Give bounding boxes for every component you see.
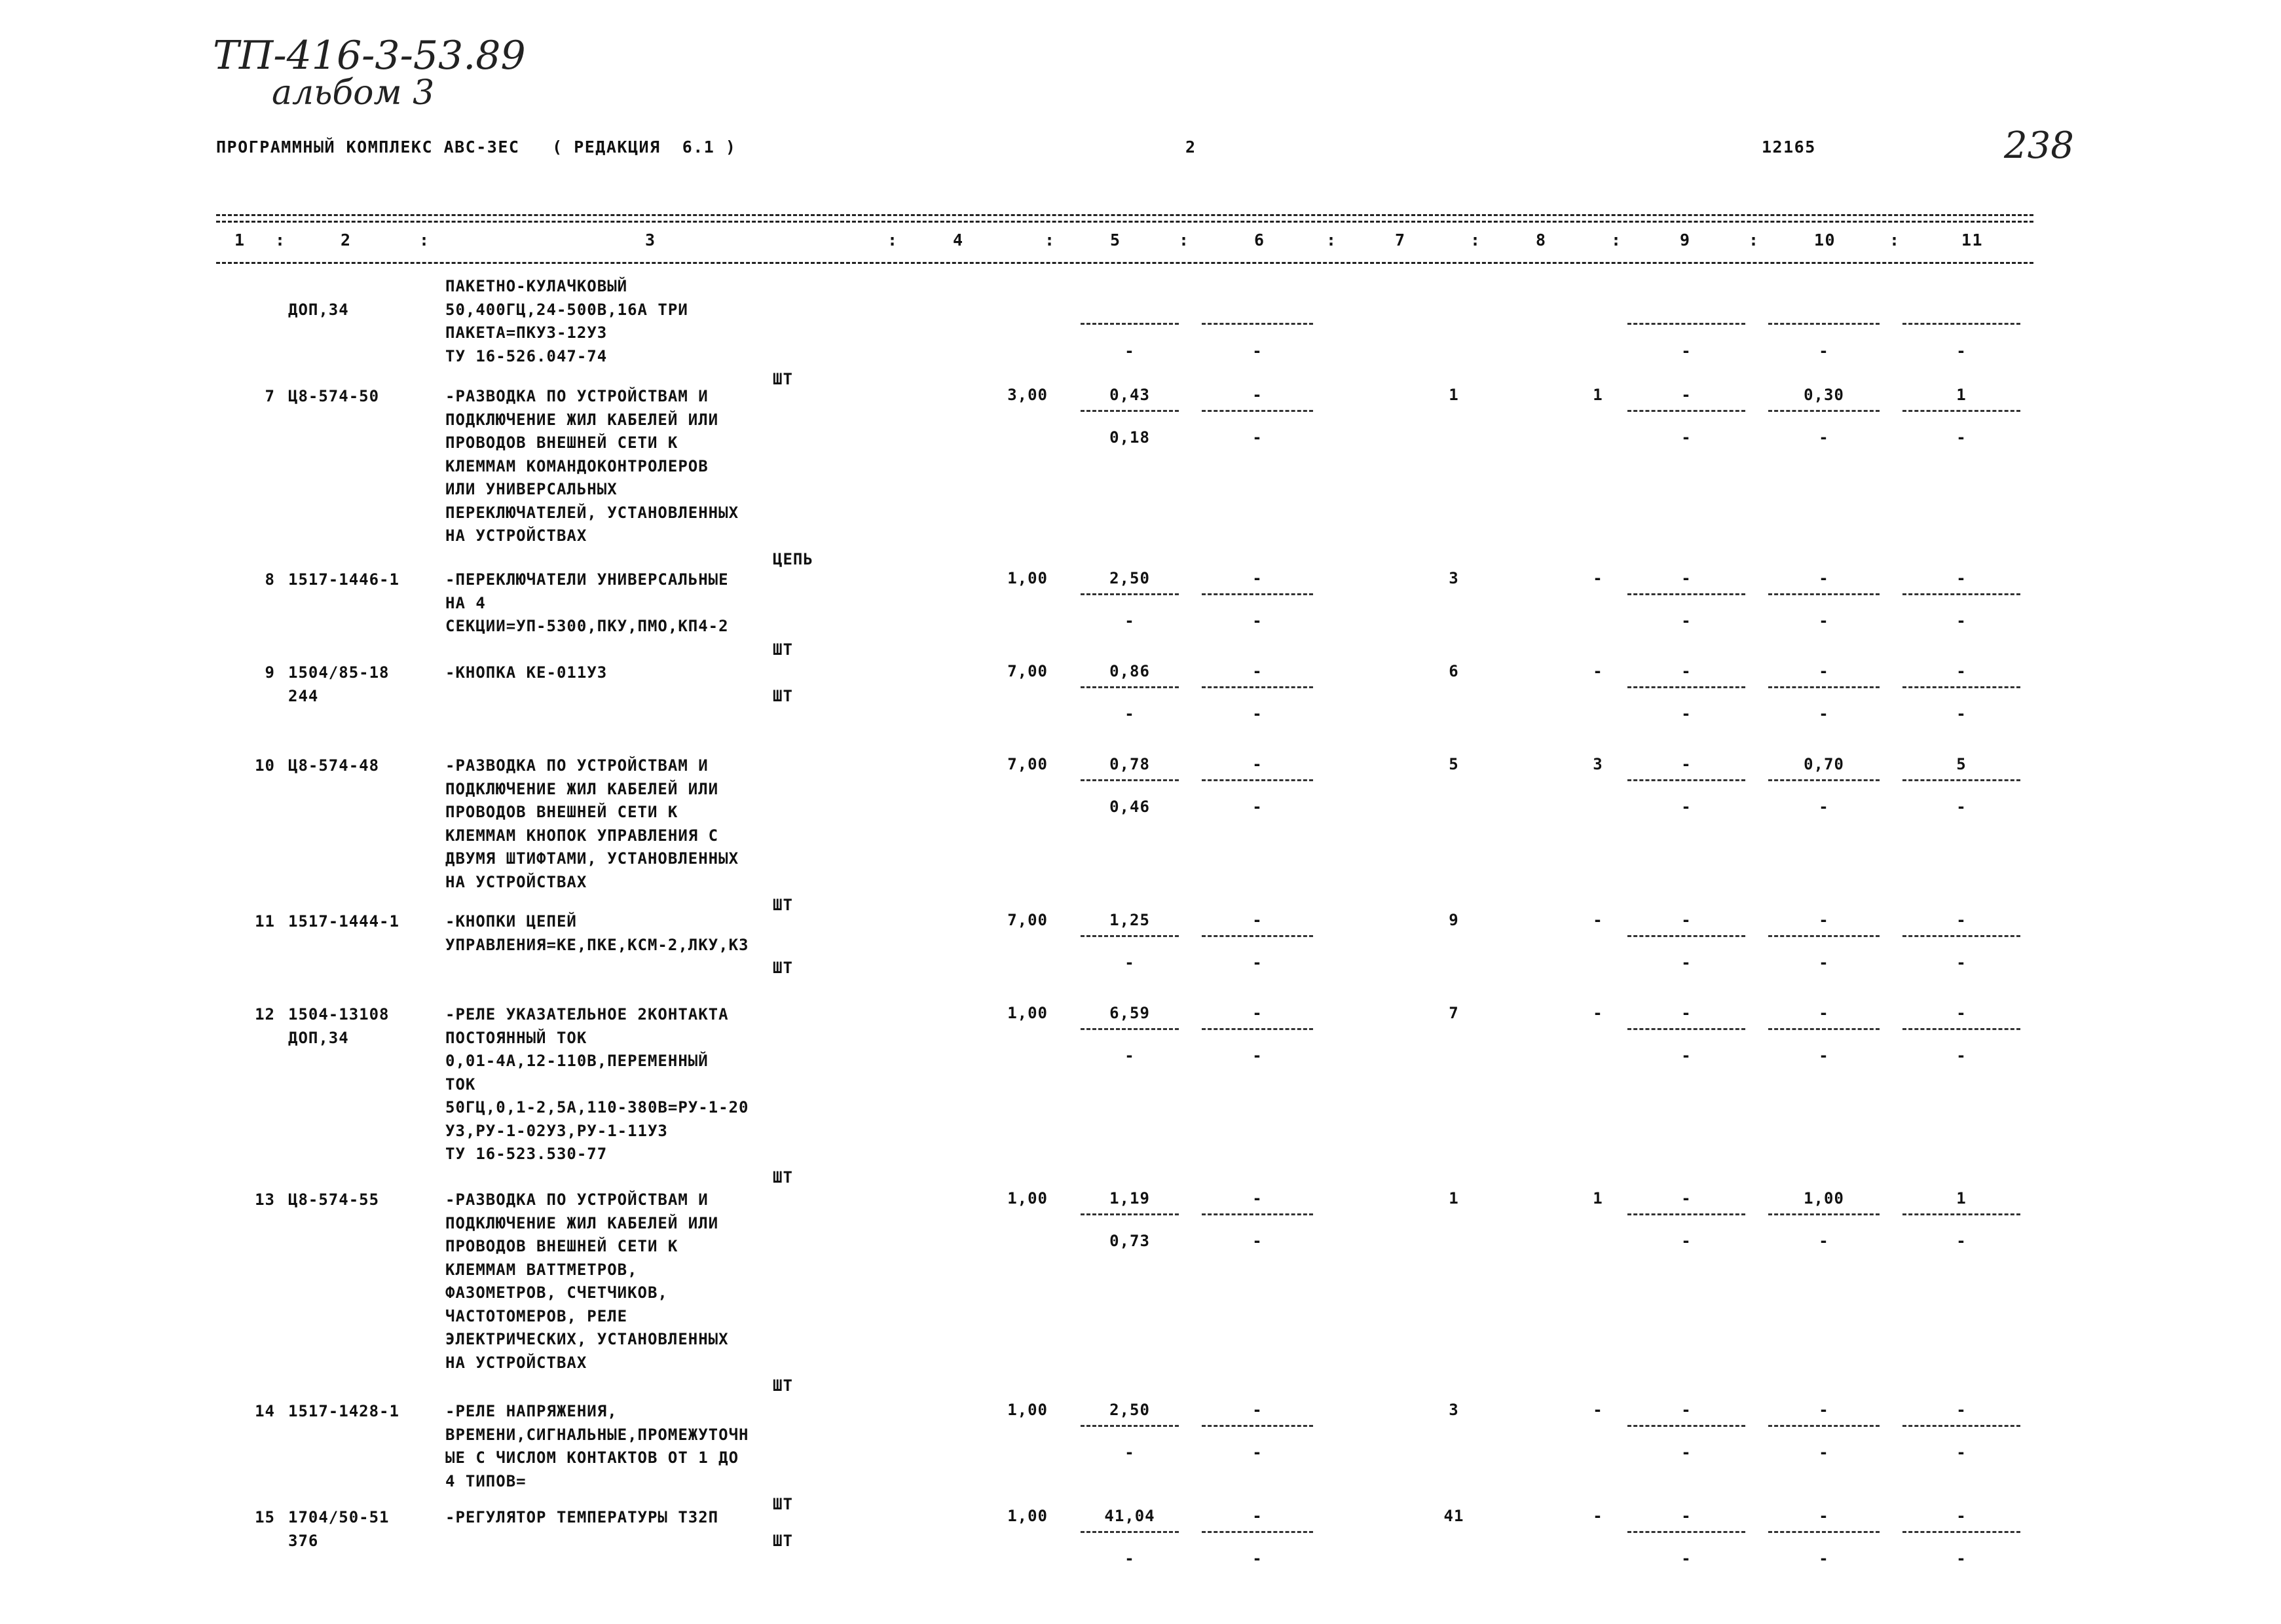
column-number: 5 bbox=[1110, 231, 1121, 249]
cell-c6-rule bbox=[1202, 686, 1313, 688]
column-separator: : bbox=[1889, 231, 1901, 249]
cell-c10-rule bbox=[1768, 686, 1880, 688]
cell-c10-rule bbox=[1768, 1425, 1880, 1427]
cell-c5-top: 41,04 bbox=[1104, 1507, 1155, 1525]
item-description: -РЕЛЕ НАПРЯЖЕНИЯ, ВРЕМЕНИ,СИГНАЛЬНЫЕ,ПРОМЕЖУТОЧН ЫЕ С ЧИСЛОМ КОНТАКТОВ ОТ 1 ДО 4 ТИПОВ= bbox=[445, 1402, 749, 1490]
cell-c6-bottom: - bbox=[1252, 1046, 1263, 1065]
cell-c8: - bbox=[1593, 1004, 1603, 1022]
cell-c5-rule bbox=[1081, 779, 1179, 781]
cell-c5-rule bbox=[1081, 1213, 1179, 1215]
unit-of-measure: ШТ bbox=[773, 959, 793, 977]
cell-c5-rule bbox=[1081, 686, 1179, 688]
unit-of-measure: ШТ bbox=[773, 896, 793, 914]
unit-of-measure: ШТ bbox=[773, 640, 793, 659]
cell-c10-bottom: - bbox=[1819, 1232, 1829, 1250]
cell-c6-top: - bbox=[1252, 1004, 1263, 1022]
unit-of-measure: ШТ bbox=[773, 370, 793, 388]
column-separator: : bbox=[275, 231, 286, 249]
row-number: 7 bbox=[265, 387, 275, 405]
column-separator: : bbox=[419, 231, 430, 249]
item-code: 1517-1428-1 bbox=[288, 1402, 399, 1420]
cell-c10-top: - bbox=[1819, 1004, 1829, 1022]
cell-c10-bottom: - bbox=[1819, 428, 1829, 447]
cell-c9-rule bbox=[1627, 1028, 1745, 1030]
cell-c7: 7 bbox=[1449, 1004, 1459, 1022]
cell-c5-top: 0,86 bbox=[1109, 662, 1150, 680]
cell-c5-top: 0,43 bbox=[1109, 386, 1150, 404]
cell-c10-top: 0,70 bbox=[1804, 755, 1844, 773]
cell-c10-top: - bbox=[1819, 1507, 1829, 1525]
column-number: 3 bbox=[645, 231, 656, 249]
cell-c6-rule bbox=[1202, 410, 1313, 412]
cell-c9-top: - bbox=[1681, 755, 1692, 773]
item-description: -РЕГУЛЯТОР ТЕМПЕРАТУРЫ ТЗ2П bbox=[445, 1508, 719, 1526]
sheet-number-handwritten: 238 bbox=[2004, 124, 2074, 167]
unit-of-measure: ШТ bbox=[773, 1495, 793, 1513]
cell-c9-top: - bbox=[1681, 911, 1692, 929]
program-title: ПРОГРАММНЫЙ КОМПЛЕКС АВС-3ЕС ( РЕДАКЦИЯ 6.1 ) bbox=[216, 138, 737, 157]
unit-of-measure: ШТ bbox=[773, 1531, 793, 1550]
album-handwritten: альбом 3 bbox=[272, 73, 435, 113]
cell-c9-rule bbox=[1627, 410, 1745, 412]
column-separator: : bbox=[1045, 231, 1056, 249]
row-number: 10 bbox=[255, 756, 275, 775]
column-number: 7 bbox=[1395, 231, 1406, 249]
cell-c11-rule bbox=[1902, 686, 2020, 688]
cell-c10-rule bbox=[1768, 1213, 1880, 1215]
cell-c6-top: - bbox=[1252, 1401, 1263, 1419]
item-code: 1504-13108 ДОП,34 bbox=[288, 1005, 390, 1047]
unit-of-measure: ШТ bbox=[773, 686, 793, 705]
item-code: ДОП,34 bbox=[288, 300, 349, 319]
cell-c10-bottom: - bbox=[1819, 705, 1829, 723]
item-code: Ц8-574-50 bbox=[288, 387, 380, 405]
cell-c9-bottom: - bbox=[1681, 1549, 1692, 1568]
cell-c10-bottom: - bbox=[1819, 953, 1829, 972]
cell-c7: 3 bbox=[1449, 569, 1459, 587]
cell-c6-rule bbox=[1202, 1531, 1313, 1533]
cell-c11-top: - bbox=[1956, 1401, 1967, 1419]
row-number: 11 bbox=[255, 912, 275, 931]
cell-c9-bottom: - bbox=[1681, 1443, 1692, 1462]
cell-c9-rule bbox=[1627, 1213, 1745, 1215]
cell-c10-bottom: - bbox=[1819, 612, 1829, 630]
cell-c11-bottom: - bbox=[1956, 341, 1967, 360]
cell-c5-top: 1,19 bbox=[1109, 1189, 1150, 1208]
cell-c9-top: - bbox=[1681, 569, 1692, 587]
cell-c10-top: 0,30 bbox=[1804, 386, 1844, 404]
column-separator: : bbox=[887, 231, 899, 249]
cell-c5-top: 6,59 bbox=[1109, 1004, 1150, 1022]
cell-c9-bottom: - bbox=[1681, 428, 1692, 447]
unit-of-measure: ШТ bbox=[773, 1376, 793, 1395]
cell-c9-top: - bbox=[1681, 1401, 1692, 1419]
cell-c6-top: - bbox=[1252, 386, 1263, 404]
cell-c5-rule bbox=[1081, 1425, 1179, 1427]
cell-c9-rule bbox=[1627, 323, 1745, 325]
cell-c6-bottom: - bbox=[1252, 705, 1263, 723]
cell-c8: 3 bbox=[1593, 755, 1603, 773]
cell-c6-top: - bbox=[1252, 1507, 1263, 1525]
column-separator: : bbox=[1749, 231, 1760, 249]
cell-c7: 1 bbox=[1449, 1189, 1459, 1208]
column-number: 2 bbox=[341, 231, 352, 249]
unit-of-measure: ЦЕПЬ bbox=[773, 549, 813, 568]
quantity: 7,00 bbox=[1007, 662, 1048, 680]
cell-c6-bottom: - bbox=[1252, 953, 1263, 972]
cell-c6-bottom: - bbox=[1252, 428, 1263, 447]
row-number: 14 bbox=[255, 1402, 275, 1420]
cell-c10-top: - bbox=[1819, 911, 1829, 929]
cell-c5-bottom: - bbox=[1124, 612, 1135, 630]
cell-c10-bottom: - bbox=[1819, 1549, 1829, 1568]
item-description: -РАЗВОДКА ПО УСТРОЙСТВАМ И ПОДКЛЮЧЕНИЕ ЖИЛ КАБЕЛЕЙ ИЛИ ПРОВОДОВ ВНЕШНЕЙ СЕТИ К КЛЕММАМ КОМАНДОКОНТРОЛЕРОВ ИЛИ УНИВЕРСАЛЬНЫХ ПЕРЕКЛЮЧАТЕЛЕЙ, УСТАНОВЛЕННЫХ НА УСТРОЙСТВАХ bbox=[445, 387, 739, 545]
cell-c5-rule bbox=[1081, 593, 1179, 595]
cell-c8: - bbox=[1593, 662, 1603, 680]
cell-c10-top: 1,00 bbox=[1804, 1189, 1844, 1208]
cell-c5-top: 1,25 bbox=[1109, 911, 1150, 929]
item-code: 1517-1446-1 bbox=[288, 570, 399, 589]
table-top-rule bbox=[216, 214, 2033, 216]
cell-c6-bottom: - bbox=[1252, 1549, 1263, 1568]
cell-c5-rule bbox=[1081, 323, 1179, 325]
row-number: 9 bbox=[265, 663, 275, 682]
cell-c9-bottom: - bbox=[1681, 1046, 1692, 1065]
cell-c7: 41 bbox=[1443, 1507, 1464, 1525]
cell-c7: 6 bbox=[1449, 662, 1459, 680]
cell-c5-top: 2,50 bbox=[1109, 569, 1150, 587]
row-number: 8 bbox=[265, 570, 275, 589]
column-separator: : bbox=[1470, 231, 1481, 249]
cell-c5-rule bbox=[1081, 1531, 1179, 1533]
quantity: 1,00 bbox=[1007, 569, 1048, 587]
quantity: 1,00 bbox=[1007, 1401, 1048, 1419]
cell-c6-bottom: - bbox=[1252, 612, 1263, 630]
cell-c9-top: - bbox=[1681, 1189, 1692, 1208]
item-description: -РЕЛЕ УКАЗАТЕЛЬНОЕ 2КОНТАКТА ПОСТОЯННЫЙ ТОК 0,01-4А,12-110В,ПЕРЕМЕННЫЙ ТОК 50ГЦ,0,1-2,5А,110-380В=РУ-1-20 У3,РУ-1-02У3,РУ-1-11У3 ТУ 16-523.530-77 bbox=[445, 1005, 749, 1163]
column-separator: : bbox=[1611, 231, 1622, 249]
item-description: -РАЗВОДКА ПО УСТРОЙСТВАМ И ПОДКЛЮЧЕНИЕ ЖИЛ КАБЕЛЕЙ ИЛИ ПРОВОДОВ ВНЕШНЕЙ СЕТИ К КЛЕММАМ ВАТТМЕТРОВ, ФАЗОМЕТРОВ, СЧЕТЧИКОВ, ЧАСТОТОМЕРОВ, РЕЛЕ ЭЛЕКТРИЧЕСКИХ, УСТАНОВЛЕННЫХ НА УСТРОЙСТВАХ bbox=[445, 1190, 729, 1372]
cell-c9-rule bbox=[1627, 593, 1745, 595]
cell-c11-top: - bbox=[1956, 569, 1967, 587]
cell-c10-rule bbox=[1768, 410, 1880, 412]
cell-c5-bottom: - bbox=[1124, 341, 1135, 360]
cell-c6-rule bbox=[1202, 323, 1313, 325]
column-header-rule bbox=[216, 262, 2033, 264]
item-description: -ПЕРЕКЛЮЧАТЕЛИ УНИВЕРСАЛЬНЫЕ НА 4 СЕКЦИИ=УП-5300,ПКУ,ПМО,КП4-2 bbox=[445, 570, 729, 635]
cell-c10-bottom: - bbox=[1819, 798, 1829, 816]
quantity: 3,00 bbox=[1007, 386, 1048, 404]
cell-c11-rule bbox=[1902, 779, 2020, 781]
cell-c6-rule bbox=[1202, 935, 1313, 937]
cell-c9-top: - bbox=[1681, 1004, 1692, 1022]
cell-c10-bottom: - bbox=[1819, 341, 1829, 360]
table-top-rule-2 bbox=[216, 221, 2033, 223]
column-separator: : bbox=[1179, 231, 1190, 249]
cell-c11-bottom: - bbox=[1956, 705, 1967, 723]
quantity: 1,00 bbox=[1007, 1507, 1048, 1525]
cell-c5-bottom: - bbox=[1124, 1549, 1135, 1568]
page-number: 2 bbox=[1185, 138, 1196, 157]
cell-c11-top: - bbox=[1956, 1507, 1967, 1525]
row-number: 13 bbox=[255, 1190, 275, 1209]
cell-c6-top: - bbox=[1252, 1189, 1263, 1208]
document-code: 12165 bbox=[1762, 138, 1816, 157]
cell-c10-rule bbox=[1768, 1028, 1880, 1030]
cell-c10-rule bbox=[1768, 779, 1880, 781]
column-number: 1 bbox=[234, 231, 246, 249]
cell-c9-bottom: - bbox=[1681, 612, 1692, 630]
cell-c9-rule bbox=[1627, 779, 1745, 781]
column-number: 9 bbox=[1680, 231, 1691, 249]
cell-c8: - bbox=[1593, 569, 1603, 587]
cell-c10-rule bbox=[1768, 323, 1880, 325]
cell-c11-rule bbox=[1902, 593, 2020, 595]
cell-c9-top: - bbox=[1681, 662, 1692, 680]
item-description: -КНОПКА КЕ-011У3 bbox=[445, 663, 608, 682]
cell-c6-rule bbox=[1202, 779, 1313, 781]
cell-c10-top: - bbox=[1819, 1401, 1829, 1419]
cell-c11-top: - bbox=[1956, 1004, 1967, 1022]
quantity: 7,00 bbox=[1007, 911, 1048, 929]
doc-code-handwritten: ТП-416-3-53.89 bbox=[213, 33, 526, 79]
cell-c10-top: - bbox=[1819, 662, 1829, 680]
cell-c6-top: - bbox=[1252, 755, 1263, 773]
cell-c11-rule bbox=[1902, 1213, 2020, 1215]
column-separator: : bbox=[1326, 231, 1337, 249]
cell-c5-top: 0,78 bbox=[1109, 755, 1150, 773]
column-number: 4 bbox=[953, 231, 964, 249]
cell-c11-bottom: - bbox=[1956, 612, 1967, 630]
cell-c6-bottom: - bbox=[1252, 798, 1263, 816]
cell-c11-top: 1 bbox=[1956, 1189, 1967, 1208]
cell-c5-rule bbox=[1081, 410, 1179, 412]
cell-c11-rule bbox=[1902, 1028, 2020, 1030]
cell-c9-rule bbox=[1627, 1531, 1745, 1533]
cell-c5-bottom: - bbox=[1124, 705, 1135, 723]
cell-c8: 1 bbox=[1593, 1189, 1603, 1208]
cell-c9-bottom: - bbox=[1681, 1232, 1692, 1250]
cell-c11-bottom: - bbox=[1956, 1046, 1967, 1065]
cell-c5-bottom: - bbox=[1124, 953, 1135, 972]
cell-c8: - bbox=[1593, 1401, 1603, 1419]
cell-c9-rule bbox=[1627, 935, 1745, 937]
cell-c8: - bbox=[1593, 1507, 1603, 1525]
cell-c7: 3 bbox=[1449, 1401, 1459, 1419]
item-description: ПАКЕТНО-КУЛАЧКОВЫЙ 50,400ГЦ,24-500В,16А ТРИ ПАКЕТА=ПКУ3-12У3 ТУ 16-526.047-74 bbox=[445, 277, 688, 365]
cell-c6-bottom: - bbox=[1252, 1232, 1263, 1250]
cell-c11-top: 1 bbox=[1956, 386, 1967, 404]
cell-c9-bottom: - bbox=[1681, 798, 1692, 816]
cell-c11-top: 5 bbox=[1956, 755, 1967, 773]
cell-c9-top: - bbox=[1681, 1507, 1692, 1525]
cell-c5-rule bbox=[1081, 935, 1179, 937]
cell-c11-bottom: - bbox=[1956, 1549, 1967, 1568]
cell-c9-bottom: - bbox=[1681, 341, 1692, 360]
cell-c11-rule bbox=[1902, 410, 2020, 412]
cell-c11-rule bbox=[1902, 935, 2020, 937]
cell-c6-top: - bbox=[1252, 569, 1263, 587]
column-number: 10 bbox=[1814, 231, 1836, 249]
cell-c10-rule bbox=[1768, 593, 1880, 595]
cell-c6-bottom: - bbox=[1252, 341, 1263, 360]
cell-c11-bottom: - bbox=[1956, 1443, 1967, 1462]
cell-c8: 1 bbox=[1593, 386, 1603, 404]
cell-c8: - bbox=[1593, 911, 1603, 929]
cell-c11-rule bbox=[1902, 1531, 2020, 1533]
cell-c5-top: 2,50 bbox=[1109, 1401, 1150, 1419]
cell-c5-bottom: - bbox=[1124, 1046, 1135, 1065]
cell-c5-bottom: 0,73 bbox=[1109, 1232, 1150, 1250]
column-number: 6 bbox=[1254, 231, 1265, 249]
item-code: Ц8-574-48 bbox=[288, 756, 380, 775]
cell-c9-bottom: - bbox=[1681, 953, 1692, 972]
cell-c11-rule bbox=[1902, 1425, 2020, 1427]
cell-c6-rule bbox=[1202, 1213, 1313, 1215]
cell-c10-bottom: - bbox=[1819, 1443, 1829, 1462]
row-number: 15 bbox=[255, 1508, 275, 1526]
quantity: 1,00 bbox=[1007, 1004, 1048, 1022]
cell-c6-top: - bbox=[1252, 911, 1263, 929]
cell-c11-bottom: - bbox=[1956, 428, 1967, 447]
item-code: 1504/85-18 244 bbox=[288, 663, 390, 705]
cell-c7: 5 bbox=[1449, 755, 1459, 773]
cell-c5-bottom: 0,18 bbox=[1109, 428, 1150, 447]
item-code: Ц8-574-55 bbox=[288, 1190, 380, 1209]
cell-c6-rule bbox=[1202, 1028, 1313, 1030]
item-code: 1704/50-51 376 bbox=[288, 1508, 390, 1550]
cell-c9-bottom: - bbox=[1681, 705, 1692, 723]
cell-c10-rule bbox=[1768, 935, 1880, 937]
cell-c11-rule bbox=[1902, 323, 2020, 325]
row-number: 12 bbox=[255, 1005, 275, 1024]
column-number: 8 bbox=[1536, 231, 1547, 249]
item-description: -КНОПКИ ЦЕПЕЙ УПРАВЛЕНИЯ=КЕ,ПКЕ,КСМ-2,ЛКУ,К3 bbox=[445, 912, 749, 954]
cell-c5-rule bbox=[1081, 1028, 1179, 1030]
cell-c11-bottom: - bbox=[1956, 798, 1967, 816]
unit-of-measure: ШТ bbox=[773, 1168, 793, 1187]
cell-c10-bottom: - bbox=[1819, 1046, 1829, 1065]
cell-c10-rule bbox=[1768, 1531, 1880, 1533]
cell-c10-top: - bbox=[1819, 569, 1829, 587]
column-number: 11 bbox=[1961, 231, 1984, 249]
cell-c5-bottom: - bbox=[1124, 1443, 1135, 1462]
cell-c11-bottom: - bbox=[1956, 1232, 1967, 1250]
cell-c9-rule bbox=[1627, 1425, 1745, 1427]
item-description: -РАЗВОДКА ПО УСТРОЙСТВАМ И ПОДКЛЮЧЕНИЕ ЖИЛ КАБЕЛЕЙ ИЛИ ПРОВОДОВ ВНЕШНЕЙ СЕТИ К КЛЕММАМ КНОПОК УПРАВЛЕНИЯ С ДВУМЯ ШТИФТАМИ, УСТАНОВЛЕННЫХ НА УСТРОЙСТВАХ bbox=[445, 756, 739, 891]
cell-c11-top: - bbox=[1956, 911, 1967, 929]
cell-c11-bottom: - bbox=[1956, 953, 1967, 972]
cell-c7: 1 bbox=[1449, 386, 1459, 404]
cell-c5-bottom: 0,46 bbox=[1109, 798, 1150, 816]
cell-c6-rule bbox=[1202, 1425, 1313, 1427]
cell-c11-top: - bbox=[1956, 662, 1967, 680]
quantity: 7,00 bbox=[1007, 755, 1048, 773]
item-code: 1517-1444-1 bbox=[288, 912, 399, 931]
quantity: 1,00 bbox=[1007, 1189, 1048, 1208]
cell-c6-bottom: - bbox=[1252, 1443, 1263, 1462]
cell-c9-rule bbox=[1627, 686, 1745, 688]
cell-c7: 9 bbox=[1449, 911, 1459, 929]
cell-c6-rule bbox=[1202, 593, 1313, 595]
cell-c9-top: - bbox=[1681, 386, 1692, 404]
cell-c6-top: - bbox=[1252, 662, 1263, 680]
